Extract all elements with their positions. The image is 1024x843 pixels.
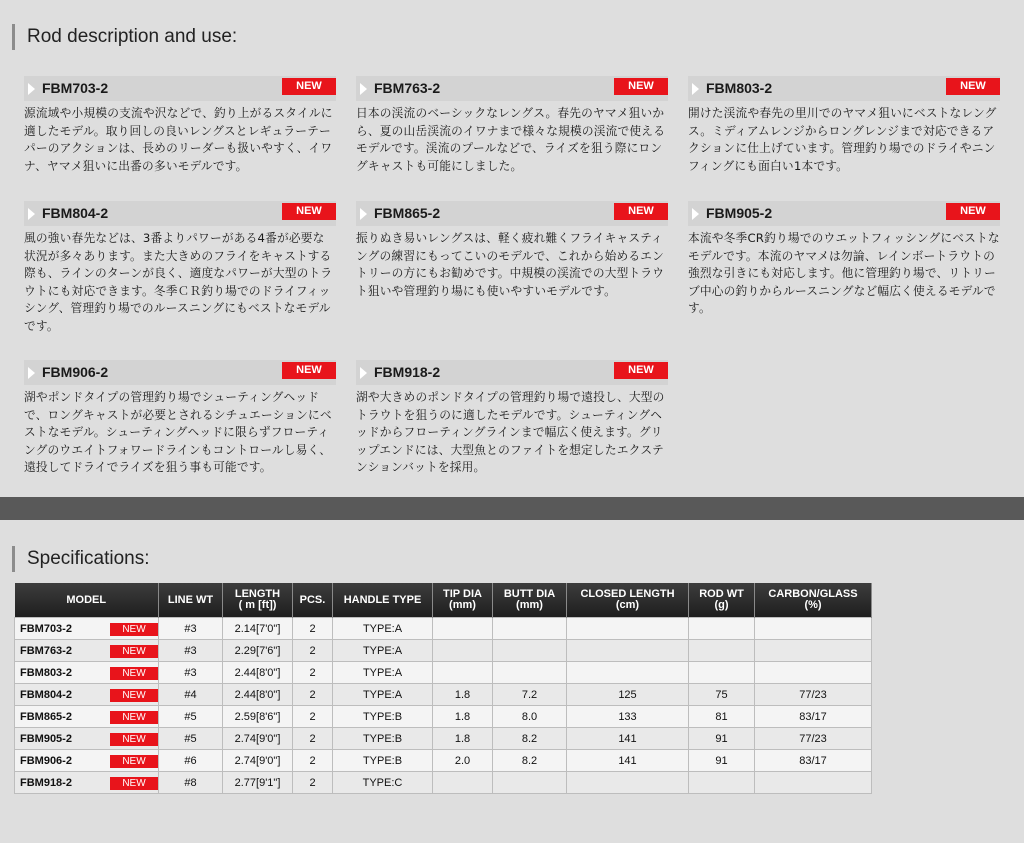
cell-line: #5 bbox=[159, 706, 223, 728]
spec-table bbox=[14, 583, 872, 794]
cell-closed: 125 bbox=[567, 684, 689, 706]
cell-cg: 77/23 bbox=[755, 684, 872, 706]
new-badge: NEW bbox=[110, 777, 158, 790]
play-arrow-icon bbox=[360, 367, 367, 379]
table-row bbox=[15, 772, 872, 794]
model-name: FBM918-2 bbox=[20, 776, 72, 789]
cell-pcs: 2 bbox=[293, 706, 333, 728]
spec-section-title: Specifications: bbox=[12, 546, 150, 572]
cell-length: 2.14[7'0"] bbox=[223, 618, 293, 640]
cell-handle: TYPE:B bbox=[333, 728, 433, 750]
cell-closed: 133 bbox=[567, 706, 689, 728]
cell-handle: TYPE:A bbox=[333, 684, 433, 706]
rod-header bbox=[356, 76, 668, 101]
cell-length: 2.74[9'0"] bbox=[223, 728, 293, 750]
cell-wt bbox=[689, 662, 755, 684]
rod-card bbox=[356, 76, 668, 175]
play-arrow-icon bbox=[360, 208, 367, 220]
cell-line: #3 bbox=[159, 662, 223, 684]
model-cell bbox=[15, 750, 159, 772]
rod-card bbox=[24, 360, 336, 477]
new-badge: NEW bbox=[110, 711, 158, 724]
cell-closed: 141 bbox=[567, 728, 689, 750]
cell-butt bbox=[493, 662, 567, 684]
new-badge: NEW bbox=[614, 78, 668, 95]
cell-wt bbox=[689, 640, 755, 662]
table-row bbox=[15, 706, 872, 728]
table-row bbox=[15, 684, 872, 706]
rod-header bbox=[24, 360, 336, 385]
cell-tip: 1.8 bbox=[433, 684, 493, 706]
cell-length: 2.77[9'1"] bbox=[223, 772, 293, 794]
rod-description: 開けた渓流や春先の里川でのヤマメ狙いにベストなレングス。ミディアムレンジからロングレンジまで対応できるアクションに仕上げています。管理釣り場でのドライやニンフィングにも面白い1本です。 bbox=[688, 106, 997, 173]
model-cell bbox=[15, 706, 159, 728]
col-pcs: PCS. bbox=[293, 583, 333, 618]
cell-wt bbox=[689, 618, 755, 640]
cell-line: #5 bbox=[159, 728, 223, 750]
cell-cg: 83/17 bbox=[755, 706, 872, 728]
cell-closed: 141 bbox=[567, 750, 689, 772]
cell-tip bbox=[433, 640, 493, 662]
cell-length: 2.59[8'6"] bbox=[223, 706, 293, 728]
cell-pcs: 2 bbox=[293, 684, 333, 706]
table-row bbox=[15, 750, 872, 772]
cell-length: 2.29[7'6"] bbox=[223, 640, 293, 662]
cell-handle: TYPE:C bbox=[333, 772, 433, 794]
cell-tip: 2.0 bbox=[433, 750, 493, 772]
rod-card bbox=[356, 360, 668, 477]
section-divider bbox=[0, 497, 1024, 520]
cell-wt: 91 bbox=[689, 728, 755, 750]
rod-name: FBM905-2 bbox=[706, 205, 773, 221]
cell-butt bbox=[493, 640, 567, 662]
rod-description: 本流や冬季CR釣り場でのウエットフィッシングにベストなモデルです。本流のヤマメは勿論、レインボートラウトの強烈な引きにも対応します。他に管理釣り場で、リトリーブ中心の釣りからルースニングなど幅広く使えるモデルです。 bbox=[688, 231, 1000, 315]
model-cell bbox=[15, 728, 159, 750]
spec-header-row bbox=[15, 583, 872, 618]
cell-wt: 75 bbox=[689, 684, 755, 706]
rod-name: FBM906-2 bbox=[42, 364, 109, 380]
new-badge: NEW bbox=[110, 645, 158, 658]
play-arrow-icon bbox=[360, 83, 367, 95]
col-line-wt: LINE WT bbox=[159, 583, 223, 618]
model-cell bbox=[15, 684, 159, 706]
rod-card bbox=[24, 76, 336, 175]
cell-length: 2.44[8'0"] bbox=[223, 662, 293, 684]
cell-cg: 83/17 bbox=[755, 750, 872, 772]
col-length: LENGTH ( m [ft]) bbox=[223, 583, 293, 618]
play-arrow-icon bbox=[692, 83, 699, 95]
col-butt-dia: BUTT DIA (mm) bbox=[493, 583, 567, 618]
cell-wt: 81 bbox=[689, 706, 755, 728]
rod-card bbox=[688, 201, 1000, 318]
model-name: FBM906-2 bbox=[20, 754, 72, 767]
rod-name: FBM804-2 bbox=[42, 205, 109, 221]
new-badge: NEW bbox=[110, 667, 158, 680]
rod-header bbox=[688, 201, 1000, 226]
cell-tip bbox=[433, 662, 493, 684]
rod-name: FBM803-2 bbox=[706, 80, 773, 96]
cell-pcs: 2 bbox=[293, 662, 333, 684]
col-model: MODEL bbox=[15, 583, 159, 618]
rod-name: FBM865-2 bbox=[374, 205, 441, 221]
cell-pcs: 2 bbox=[293, 728, 333, 750]
rod-name: FBM763-2 bbox=[374, 80, 441, 96]
cell-pcs: 2 bbox=[293, 750, 333, 772]
new-badge: NEW bbox=[282, 203, 336, 220]
cell-closed bbox=[567, 618, 689, 640]
cell-handle: TYPE:A bbox=[333, 662, 433, 684]
rod-description: 振りぬき易いレングスは、軽く疲れ難くフライキャスティングの練習にもってこいのモデルで、これから始めるエントリーの方にもお勧めです。中規模の渓流での大型トラウト狙いや管理釣り場にも使いやすいモデルです。 bbox=[356, 231, 665, 298]
cell-wt: 91 bbox=[689, 750, 755, 772]
cell-pcs: 2 bbox=[293, 772, 333, 794]
play-arrow-icon bbox=[28, 83, 35, 95]
model-cell bbox=[15, 640, 159, 662]
new-badge: NEW bbox=[946, 203, 1000, 220]
cell-closed bbox=[567, 772, 689, 794]
cell-line: #4 bbox=[159, 684, 223, 706]
cell-pcs: 2 bbox=[293, 640, 333, 662]
cell-handle: TYPE:A bbox=[333, 640, 433, 662]
model-cell bbox=[15, 618, 159, 640]
model-name: FBM703-2 bbox=[20, 622, 72, 635]
cell-wt bbox=[689, 772, 755, 794]
rod-card bbox=[24, 201, 336, 335]
model-name: FBM763-2 bbox=[20, 644, 72, 657]
new-badge: NEW bbox=[110, 755, 158, 768]
cell-line: #8 bbox=[159, 772, 223, 794]
col-tip-dia: TIP DIA (mm) bbox=[433, 583, 493, 618]
cell-butt: 8.2 bbox=[493, 728, 567, 750]
rod-header bbox=[24, 201, 336, 226]
cell-butt bbox=[493, 618, 567, 640]
cell-butt: 8.0 bbox=[493, 706, 567, 728]
model-name: FBM804-2 bbox=[20, 688, 72, 701]
cell-closed bbox=[567, 662, 689, 684]
cell-line: #6 bbox=[159, 750, 223, 772]
cell-tip: 1.8 bbox=[433, 728, 493, 750]
col-closed-length: CLOSED LENGTH (cm) bbox=[567, 583, 689, 618]
model-name: FBM803-2 bbox=[20, 666, 72, 679]
col-handle: HANDLE TYPE bbox=[333, 583, 433, 618]
rod-description: 湖やポンドタイプの管理釣り場でシューティングヘッドで、ロングキャストが必要とされるシチュエーションにベストなモデル。シューティングヘッドに限らずフローティングのウエイトフォワードラインもコントロールし易く、遠投してドライでライズを狙う事も可能です。 bbox=[24, 390, 332, 474]
rod-card bbox=[688, 76, 1000, 175]
model-cell bbox=[15, 662, 159, 684]
rod-header bbox=[356, 360, 668, 385]
model-name: FBM905-2 bbox=[20, 732, 72, 745]
cell-tip bbox=[433, 772, 493, 794]
new-badge: NEW bbox=[614, 203, 668, 220]
rod-description: 源流域や小規模の支流や沢などで、釣り上がるスタイルに適したモデル。取り回しの良いレングスとレギュラーテーパーのアクションは、長めのリーダーも扱いやすく、イワナ、ヤマメ狙いに出番の多いモデルです。 bbox=[24, 106, 333, 173]
cell-closed bbox=[567, 640, 689, 662]
play-arrow-icon bbox=[692, 208, 699, 220]
rod-name: FBM918-2 bbox=[374, 364, 441, 380]
cell-length: 2.44[8'0"] bbox=[223, 684, 293, 706]
table-row bbox=[15, 640, 872, 662]
rod-header bbox=[688, 76, 1000, 101]
cell-cg bbox=[755, 772, 872, 794]
play-arrow-icon bbox=[28, 367, 35, 379]
model-cell bbox=[15, 772, 159, 794]
new-badge: NEW bbox=[282, 78, 336, 95]
col-carbon-glass: CARBON/GLASS (%) bbox=[755, 583, 872, 618]
cell-butt: 7.2 bbox=[493, 684, 567, 706]
cell-pcs: 2 bbox=[293, 618, 333, 640]
rod-card bbox=[356, 201, 668, 300]
cell-line: #3 bbox=[159, 640, 223, 662]
rod-description: 日本の渓流のベーシックなレングス。春先のヤマメ狙いから、夏の山岳渓流のイワナまで様々な規模の渓流で使えるモデルです。渓流のプールなどで、ライズを狙う際にロングキャストも可能にしました。 bbox=[356, 106, 666, 173]
cell-tip: 1.8 bbox=[433, 706, 493, 728]
rod-header bbox=[24, 76, 336, 101]
table-row bbox=[15, 618, 872, 640]
rod-header bbox=[356, 201, 668, 226]
cell-cg bbox=[755, 618, 872, 640]
rod-section-title: Rod description and use: bbox=[12, 24, 237, 50]
rod-name: FBM703-2 bbox=[42, 80, 109, 96]
cell-butt bbox=[493, 772, 567, 794]
new-badge: NEW bbox=[110, 733, 158, 746]
cell-length: 2.74[9'0"] bbox=[223, 750, 293, 772]
cell-butt: 8.2 bbox=[493, 750, 567, 772]
rod-description: 風の強い春先などは、3番よりパワーがある4番が必要な状況が多々あります。また大きめのフライをキャストする際も、ラインのターンが良く、適度なパワーが大型のトラウトにも対応できます。冬季ＣＲ釣り場でのドライフィッシング、管理釣り場でのルースニングにもベストなモデルです。 bbox=[24, 231, 333, 333]
cell-handle: TYPE:B bbox=[333, 706, 433, 728]
rod-description: 湖や大きめのポンドタイプの管理釣り場で遠投し、大型のトラウトを狙うのに適したモデルです。シューティングヘッドからフローティングラインまで幅広く使えます。グリップエンドには、大型魚とのファイトを想定したエクステンションバットを採用。 bbox=[356, 390, 665, 474]
cell-handle: TYPE:A bbox=[333, 618, 433, 640]
new-badge: NEW bbox=[946, 78, 1000, 95]
cell-cg bbox=[755, 662, 872, 684]
col-rod-wt: ROD WT (g) bbox=[689, 583, 755, 618]
cell-cg: 77/23 bbox=[755, 728, 872, 750]
model-name: FBM865-2 bbox=[20, 710, 72, 723]
cell-handle: TYPE:B bbox=[333, 750, 433, 772]
cell-tip bbox=[433, 618, 493, 640]
new-badge: NEW bbox=[614, 362, 668, 379]
new-badge: NEW bbox=[110, 623, 158, 636]
new-badge: NEW bbox=[282, 362, 336, 379]
table-row bbox=[15, 662, 872, 684]
table-row bbox=[15, 728, 872, 750]
cell-cg bbox=[755, 640, 872, 662]
cell-line: #3 bbox=[159, 618, 223, 640]
new-badge: NEW bbox=[110, 689, 158, 702]
play-arrow-icon bbox=[28, 208, 35, 220]
